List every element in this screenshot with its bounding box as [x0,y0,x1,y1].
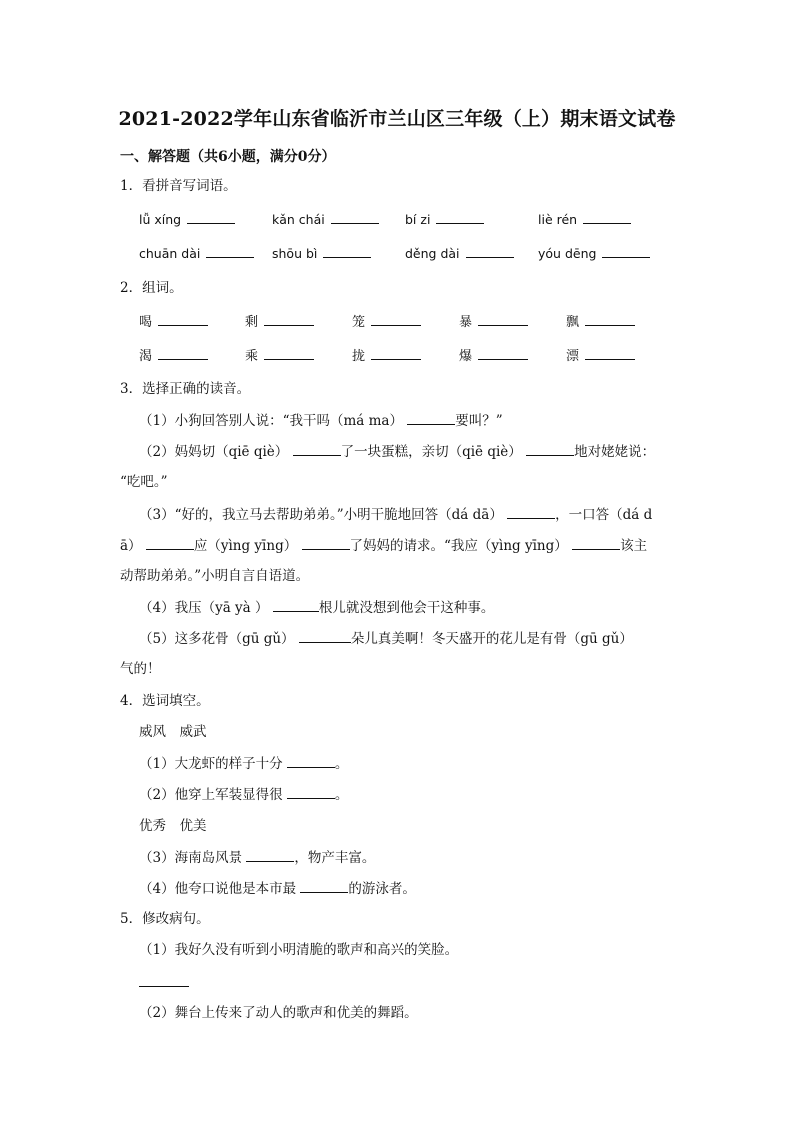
pinyin-item: děng dài [405,243,514,265]
answer-blank[interactable] [158,311,208,326]
question-3-line: 气的！ [120,661,161,677]
pinyin-item: bí zi [405,209,484,231]
character-item: 笼 [352,311,421,333]
question-3-line: （3）“好的，我立马去帮助弟弟。”小明干脆地回答（dá dā） ，一口答（dá d [139,504,652,525]
character-item: 拢 [352,345,421,367]
question-5-label: 5．修改病句。 [120,911,210,927]
answer-blank[interactable] [299,628,351,643]
answer-blank[interactable] [246,847,294,862]
answer-blank[interactable] [371,345,421,360]
answer-blank[interactable] [507,504,555,519]
pinyin-item: shōu bì [272,243,371,265]
answer-blank[interactable] [583,209,631,224]
character-item: 乘 [245,345,314,367]
answer-blank[interactable] [466,243,514,258]
question-3-label: 3．选择正确的读音。 [120,381,251,397]
answer-blank[interactable] [585,311,635,326]
answer-blank[interactable] [293,441,341,456]
answer-blank[interactable] [206,243,254,258]
character-item: 漂 [566,345,635,367]
question-3-line: （4）我压（yā yà ） 根儿就没想到他会干这种事。 [139,597,494,618]
answer-blank[interactable] [526,441,574,456]
answer-blank[interactable] [323,243,371,258]
question-4-line: （1）大龙虾的样子十分 。 [139,753,348,774]
question-4-line: （4）他夸口说他是本市最 的游泳者。 [139,878,416,899]
character-item: 暴 [459,311,528,333]
answer-blank[interactable] [436,209,484,224]
question-3-line: “吃吧。” [120,474,168,490]
word-choice-pair: 优秀 优美 [139,818,207,834]
question-3-line: （5）这多花骨（gū gǔ） 朵儿真美啊！冬天盛开的花儿是有骨（gū gǔ） [139,628,633,649]
pinyin-item: liè rén [538,209,631,231]
answer-blank[interactable] [302,535,350,550]
answer-blank[interactable] [264,311,314,326]
answer-blank[interactable] [300,878,348,893]
section-heading: 一、解答题（共6小题，满分0分） [120,149,336,165]
answer-blank[interactable] [287,784,335,799]
question-5-line: （2）舞台上传来了动人的歌声和优美的舞蹈。 [139,1005,418,1021]
question-3-line: （1）小狗回答别人说：“我干吗（má ma） 要叫？” [139,410,503,431]
pinyin-item: chuān dài [139,243,254,265]
answer-blank[interactable] [158,345,208,360]
answer-blank[interactable] [407,410,455,425]
answer-blank[interactable] [273,597,319,612]
answer-blank[interactable] [478,345,528,360]
answer-blank[interactable] [187,209,235,224]
answer-blank[interactable] [371,311,421,326]
page-title: 2021-2022学年山东省临沂市兰山区三年级（上）期末语文试卷 [118,108,676,130]
answer-blank[interactable] [331,209,379,224]
answer-blank[interactable] [264,345,314,360]
character-item: 爆 [459,345,528,367]
answer-blank[interactable] [139,972,189,987]
question-3-line: ā） 应（yìng yīng） 了妈妈的请求。“我应（yìng yīng） 该主 [120,535,647,556]
character-item: 飘 [566,311,635,333]
question-3-line: 动帮助弟弟。”小明自言自语道。 [120,568,310,584]
word-choice-pair: 威风 威武 [139,724,207,740]
pinyin-item: yóu dēng [538,243,650,265]
answer-blank[interactable] [287,753,335,768]
question-4-line: （2）他穿上军装显得很 。 [139,784,348,805]
question-1-label: 1．看拼音写词语。 [120,178,237,194]
answer-blank[interactable] [572,535,620,550]
pinyin-item: kǎn chái [272,209,379,231]
answer-blank[interactable] [602,243,650,258]
answer-blank[interactable] [478,311,528,326]
answer-blank[interactable] [146,535,194,550]
question-4-label: 4．选词填空。 [120,693,210,709]
character-item: 剩 [245,311,314,333]
answer-blank[interactable] [585,345,635,360]
question-5-line: （1）我好久没有听到小明清脆的歌声和高兴的笑脸。 [139,942,459,958]
character-item: 渴 [139,345,208,367]
question-3-line: （2）妈妈切（qiē qiè） 了一块蛋糕，亲切（qiē qiè） 地对姥姥说： [139,441,655,462]
question-5-answer-line [139,972,189,993]
pinyin-item: lǚ xíng [139,209,235,231]
character-item: 喝 [139,311,208,333]
question-4-line: （3）海南岛风景 ，物产丰富。 [139,847,375,868]
question-2-label: 2．组词。 [120,280,183,296]
